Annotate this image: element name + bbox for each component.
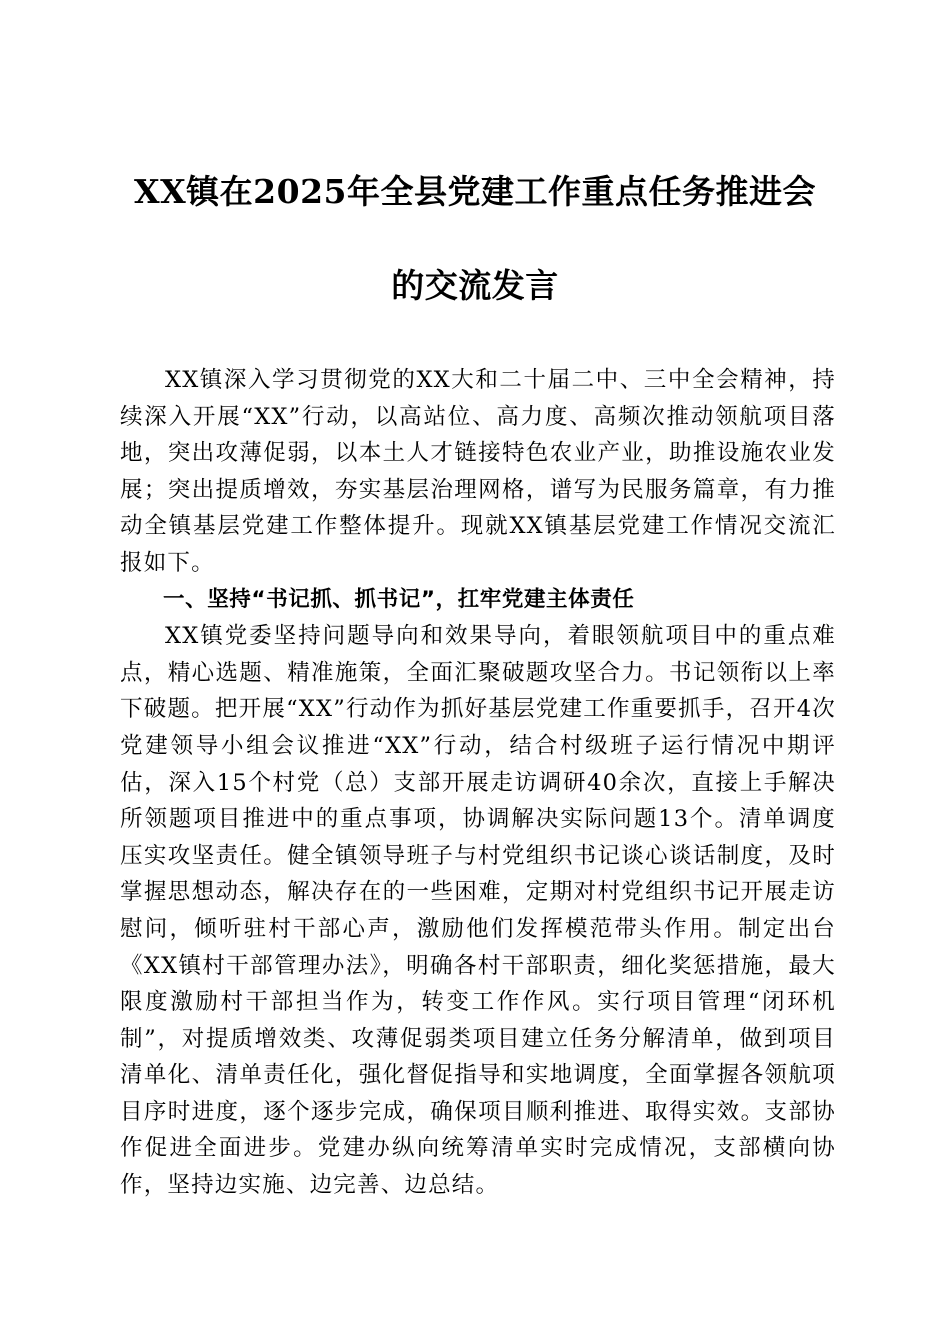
section-heading-1: 一、坚持“书记抓、抓书记”，扛牢党建主体责任 [163, 586, 635, 612]
intro-paragraph: XX镇深入学习贯彻党的XX大和二十届二中、三中全会精神，持续深入开展“XX”行动，以高站位、高力度、高频次推动领航项目落地，突出攻薄促弱，以本土人才链接特色农业产业，助推设施农业发展；突出提质增效，夯实基层治理网格，谱写为民服务篇章，有力推动全镇基层党建工作整体提升。现就XX镇基层党建工作情况交流汇报如下。 [120, 367, 836, 576]
document-title-line-2: 的交流发言 [391, 266, 559, 305]
document-title-line-1: XX镇在2025年全县党建工作重点任务推进会 [133, 172, 817, 211]
document-body [120, 362, 836, 1204]
section-1-paragraph: XX镇党委坚持问题导向和效果导向，着眼领航项目中的重点难点，精心选题、精准施策，全面汇聚破题攻坚合力。书记领衔以上率下破题。把开展“XX”行动作为抓好基层党建工作重要抓手，召开4次党建领导小组会议推进“XX”行动，结合村级班子运行情况中期评估，深入15个村党（总）支部开展走访调研40余次，直接上手解决所领题项目推进中的重点事项，协调解决实际问题13个。清单调度压实攻坚责任。健全镇领导班子与村党组织书记谈心谈话制度，及时掌握思想动态，解决存在的一些困难，定期对村党组织书记开展走访慰问，倾听驻村干部心声，激励他们发挥模范带头作用。制定出台《XX镇村干部管理办法》，明确各村干部职责，细化奖惩措施，最大限度激励村干部担当作为，转变工作作风。实行项目管理“闭环机制”，对提质增效类、攻薄促弱类项目建立任务分解清单，做到项目清单化、清单责任化，强化督促指导和实地调度，全面掌握各领航项目序时进度，逐个逐步完成，确保项目顺利推进、取得实效。支部协作促进全面进步。党建办纵向统筹清单实时完成情况，支部横向协作，坚持边实施、边完善、边总结。 [120, 623, 836, 1199]
